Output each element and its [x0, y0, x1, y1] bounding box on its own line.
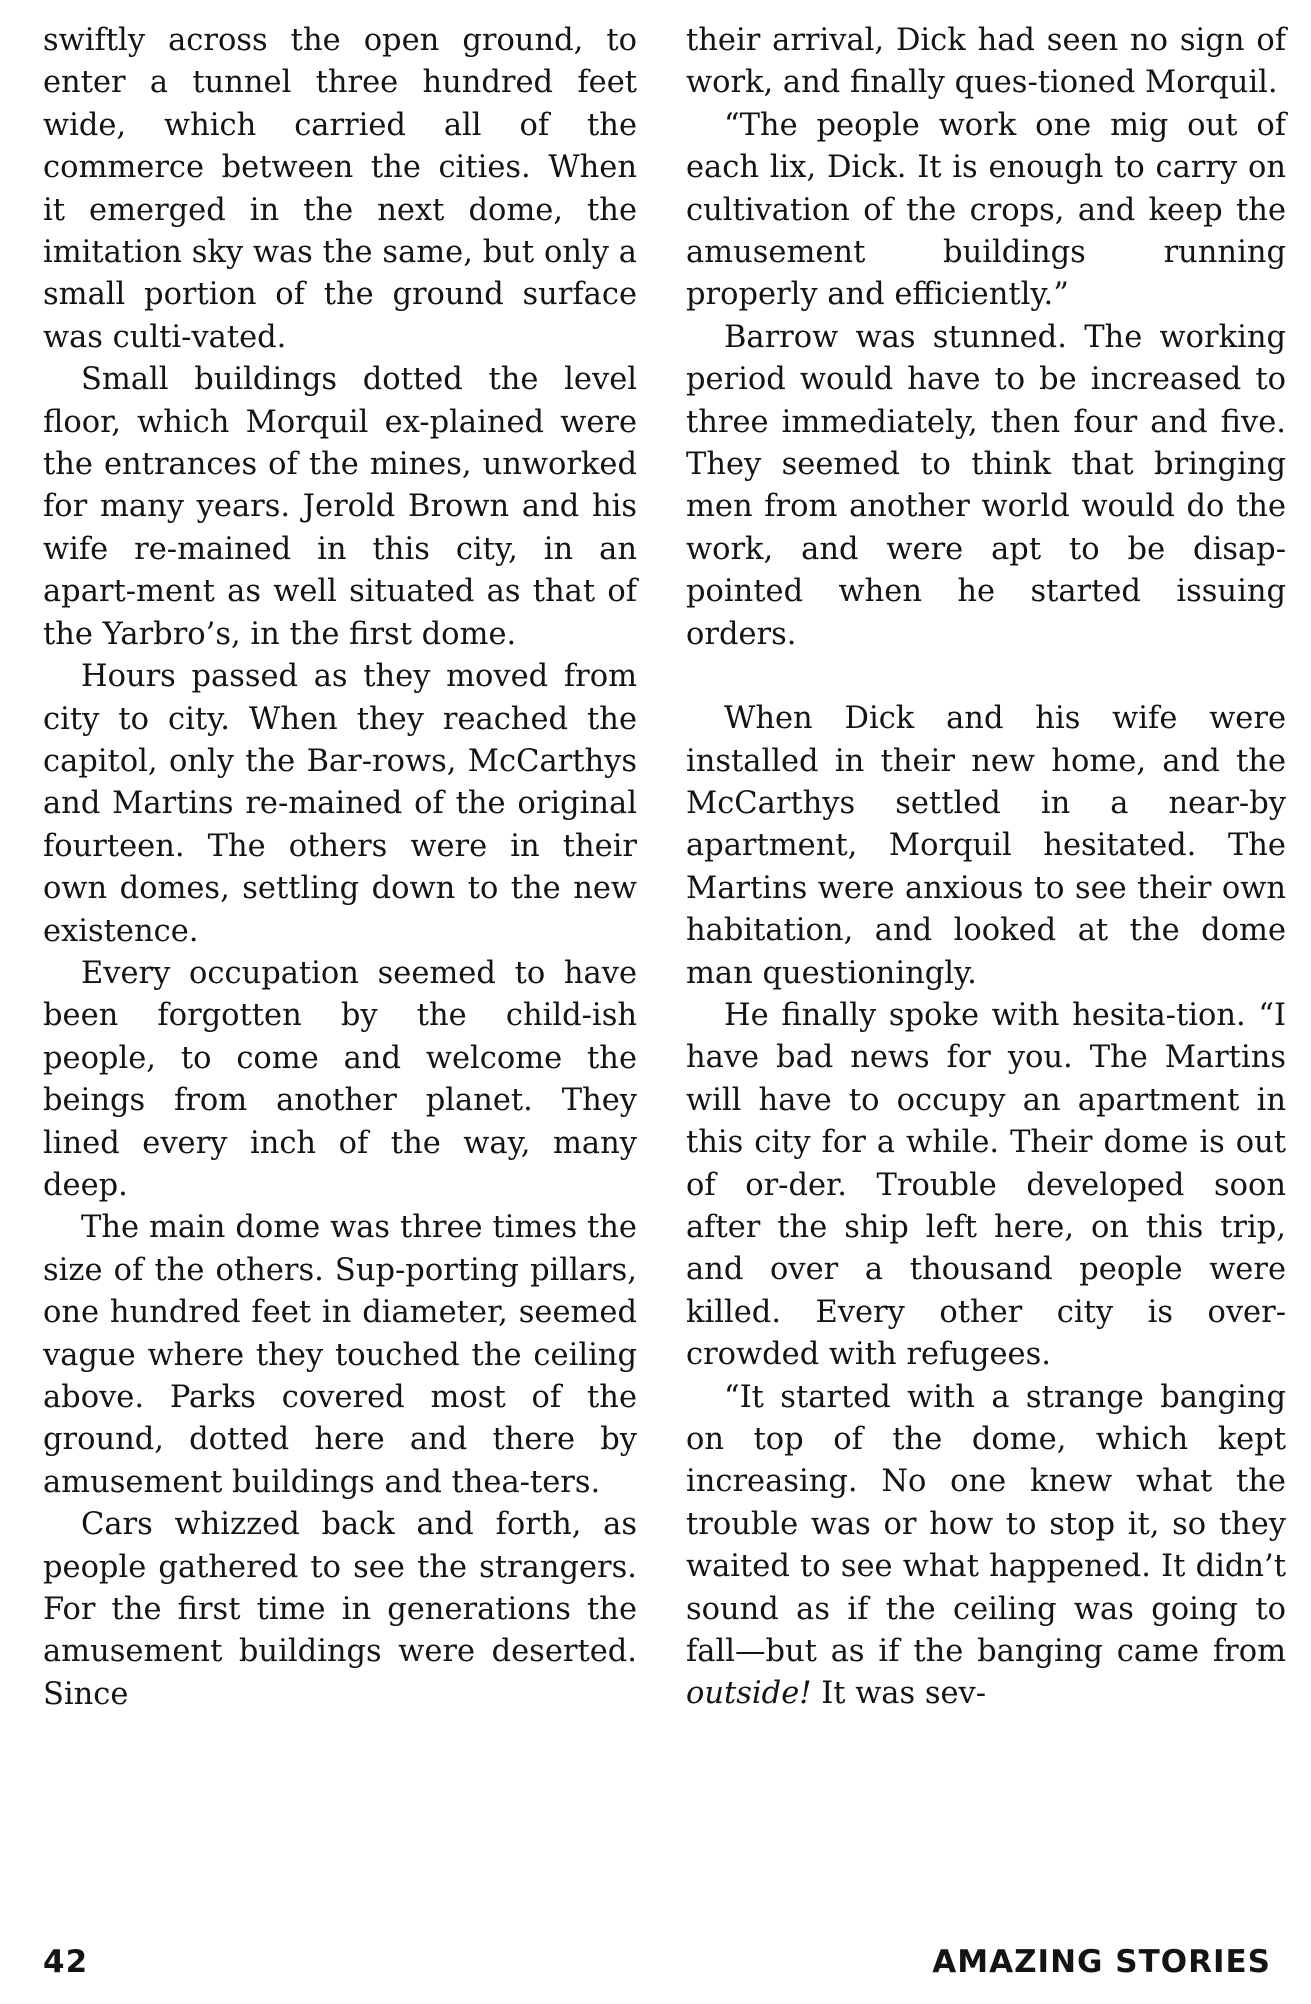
- right-paragraph-5: He finally spoke with hesita-tion. “I have bad news for you. The Martins will have to occupy an apartment in this city for a while. Their dome is out of or-der. Trouble developed soon after the ship left here, on this trip, and over a thousand people were killed. Every other city is over-crowded with refugees.: [686, 997, 1286, 1373]
- left-column: [43, 20, 637, 1920]
- page-number: 42: [43, 1944, 89, 1980]
- left-paragraph-1: swiftly across the open ground, to enter a tunnel three hundred feet wide, which carried all of the commerce between the cities. When it emerged in the next dome, the imitation sky was the same, but only a small portion of the ground surface was culti-vated.: [43, 23, 637, 355]
- left-paragraph-2: Small buildings dotted the level floor, which Morquil ex-plained were the entrances of the mines, unworked for many years. Jerold Brown and his wife re-mained in this city, in an apart-ment as well situated as that of the Yarbro’s, in the first dome.: [43, 362, 637, 652]
- right-paragraph-6: [686, 1377, 1286, 1716]
- right-column: [686, 20, 1286, 1920]
- magazine-title: AMAZING STORIES: [932, 1944, 1271, 1980]
- right-paragraph-6-text-b: It was sev-: [811, 1676, 987, 1712]
- right-paragraph-6-text-a: “It started with a strange banging on top of the dome, which kept increasing. No one knew what the trouble was or how to stop it, so they waited to see what happened. It didn’t sound as if the ceiling was going to fall—but as if the banging came from: [686, 1379, 1286, 1670]
- left-paragraph-4: Every occupation seemed to have been forgotten by the child-ish people, to come and welcome the beings from another planet. They lined every inch of the way, many deep.: [43, 955, 637, 1203]
- left-paragraph-6: Cars whizzed back and forth, as people gathered to see the strangers. For the first time in generations the amusement buildings were deserted. Since: [43, 1507, 637, 1712]
- left-paragraph-3: Hours passed as they moved from city to city. When they reached the capitol, only the Bar-rows, McCarthys and Martins re-mained of the original fourteen. The others were in their own domes, settling down to the new existence.: [43, 659, 637, 949]
- right-paragraph-2: “The people work one mig out of each lix, Dick. It is enough to carry on cultivation of the crops, and keep the amusement buildings running properly and efficiently.”: [686, 107, 1286, 313]
- left-paragraph-5: The main dome was three times the size of the others. Sup-porting pillars, one hundred feet in diameter, seemed vague where they touched the ceiling above. Parks covered most of the ground, dotted here and there by amusement buildings and thea-ters.: [43, 1210, 637, 1500]
- right-paragraph-6-italic: outside!: [686, 1676, 812, 1712]
- right-paragraph-4: When Dick and his wife were installed in their new home, and the McCarthys settled in a near-by apartment, Morquil hesitated. The Martins were anxious to see their own habitation, and looked at the dome man questioningly.: [686, 701, 1286, 991]
- right-paragraph-3: Barrow was stunned. The working period would have to be increased to three immediately, then four and five. They seemed to think that bringing men from another world would do the work, and were apt to be disap-pointed when he started issuing orders.: [686, 319, 1286, 652]
- right-paragraph-1: their arrival, Dick had seen no sign of work, and finally ques-tioned Morquil.: [686, 23, 1286, 101]
